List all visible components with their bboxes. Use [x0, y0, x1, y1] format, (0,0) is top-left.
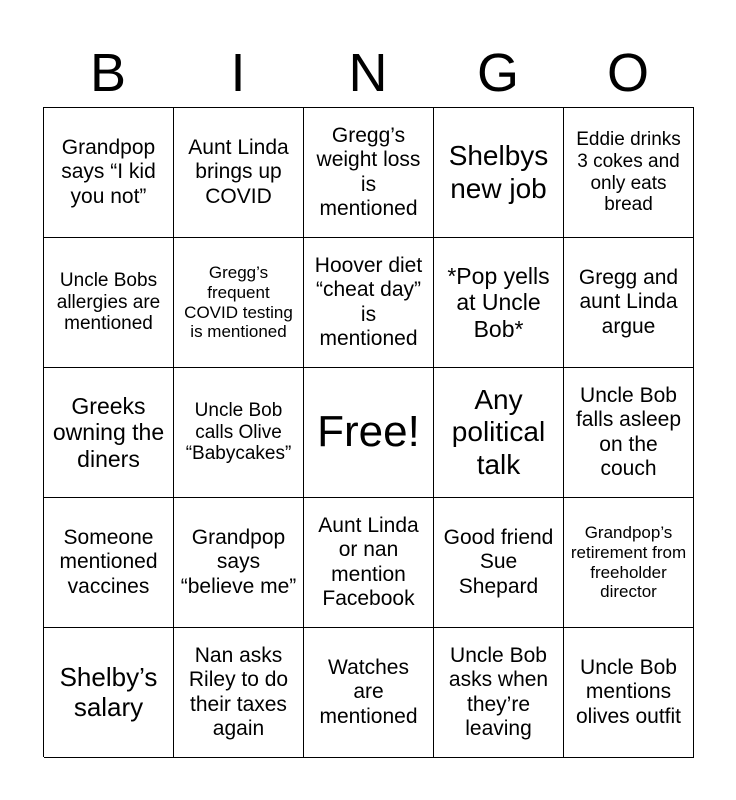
bingo-cell-r3-c1[interactable]: [44, 368, 174, 498]
bingo-cell-r2-c4[interactable]: [434, 238, 564, 368]
bingo-cell-text: Gregg’s frequent COVID testing is mentioned: [184, 263, 293, 342]
bingo-cell-text: Uncle Bob falls asleep on the couch: [575, 384, 682, 480]
bingo-cell-r5-c2[interactable]: [174, 628, 304, 758]
bingo-cell-text: Grandpop’s retirement from freeholder director: [570, 523, 687, 602]
bingo-cell-text: Any political talk: [451, 384, 546, 480]
bingo-cell-text: Shelbys new job: [448, 140, 549, 204]
bingo-board: [43, 107, 694, 757]
bingo-cell-r5-c4[interactable]: [434, 628, 564, 758]
bingo-cell-text: Someone mentioned vaccines: [59, 526, 158, 598]
header-letter-i: I: [230, 43, 246, 103]
bingo-cell-text: Uncle Bobs allergies are mentioned: [56, 269, 161, 335]
bingo-cell-r2-c3[interactable]: [304, 238, 434, 368]
bingo-cell-r4-c2[interactable]: [174, 498, 304, 628]
bingo-cell-r5-c3[interactable]: [304, 628, 434, 758]
bingo-cell-r1-c5[interactable]: [564, 108, 694, 238]
header-letter-b: B: [89, 43, 127, 103]
free-space-label: Free!: [317, 407, 420, 457]
bingo-cell-r5-c1[interactable]: [44, 628, 174, 758]
bingo-cell-r3-c5[interactable]: [564, 368, 694, 498]
bingo-cell-text: Eddie drinks 3 cokes and only eats bread: [576, 128, 681, 216]
bingo-cell-r3-c2[interactable]: [174, 368, 304, 498]
bingo-cell-text: Watches are mentioned: [319, 656, 418, 728]
bingo-cell-r1-c4[interactable]: [434, 108, 564, 238]
bingo-cell-text: Greeks owning the diners: [52, 392, 165, 472]
bingo-cell-text: Aunt Linda or nan mention Facebook: [318, 514, 419, 610]
bingo-cell-text: Uncle Bob calls Olive “Babycakes”: [185, 399, 292, 465]
bingo-cell-r5-c5[interactable]: [564, 628, 694, 758]
bingo-cell-text: Nan asks Riley to do their taxes again: [188, 644, 289, 740]
header-letter-o: O: [606, 43, 649, 103]
bingo-cell-r4-c1[interactable]: [44, 498, 174, 628]
bingo-cell-text: Grandpop says “I kid you not”: [61, 136, 156, 208]
bingo-cell-text: Uncle Bob asks when they’re leaving: [448, 644, 549, 740]
bingo-cell-text: Grandpop says “believe me”: [180, 526, 297, 598]
bingo-cell-r1-c3[interactable]: [304, 108, 434, 238]
bingo-cell-text: Gregg’s weight loss is mentioned: [316, 124, 421, 220]
bingo-cell-text: Shelby’s salary: [59, 661, 158, 722]
bingo-cell-r4-c4[interactable]: [434, 498, 564, 628]
bingo-cell-r2-c1[interactable]: [44, 238, 174, 368]
header-letter-n: N: [348, 43, 388, 103]
bingo-cell-text: Uncle Bob mentions olives outfit: [575, 656, 682, 728]
bingo-cell-r2-c2[interactable]: [174, 238, 304, 368]
bingo-cell-text: Hoover diet “cheat day” is mentioned: [314, 254, 423, 350]
bingo-cell-r2-c5[interactable]: [564, 238, 694, 368]
bingo-cell-r4-c5[interactable]: [564, 498, 694, 628]
header-letter-g: G: [476, 43, 519, 103]
bingo-cell-text: Gregg and aunt Linda argue: [578, 266, 679, 338]
bingo-cell-r1-c1[interactable]: [44, 108, 174, 238]
bingo-cell-text: Aunt Linda brings up COVID: [188, 136, 289, 208]
bingo-cell-text: Good friend Sue Shepard: [443, 526, 554, 598]
bingo-cell-r3-c4[interactable]: [434, 368, 564, 498]
bingo-cell-r4-c3[interactable]: [304, 498, 434, 628]
bingo-cell-text: *Pop yells at Uncle Bob*: [447, 262, 550, 342]
bingo-cell-free[interactable]: [304, 368, 434, 498]
bingo-cell-r1-c2[interactable]: [174, 108, 304, 238]
bingo-header: [43, 40, 693, 106]
